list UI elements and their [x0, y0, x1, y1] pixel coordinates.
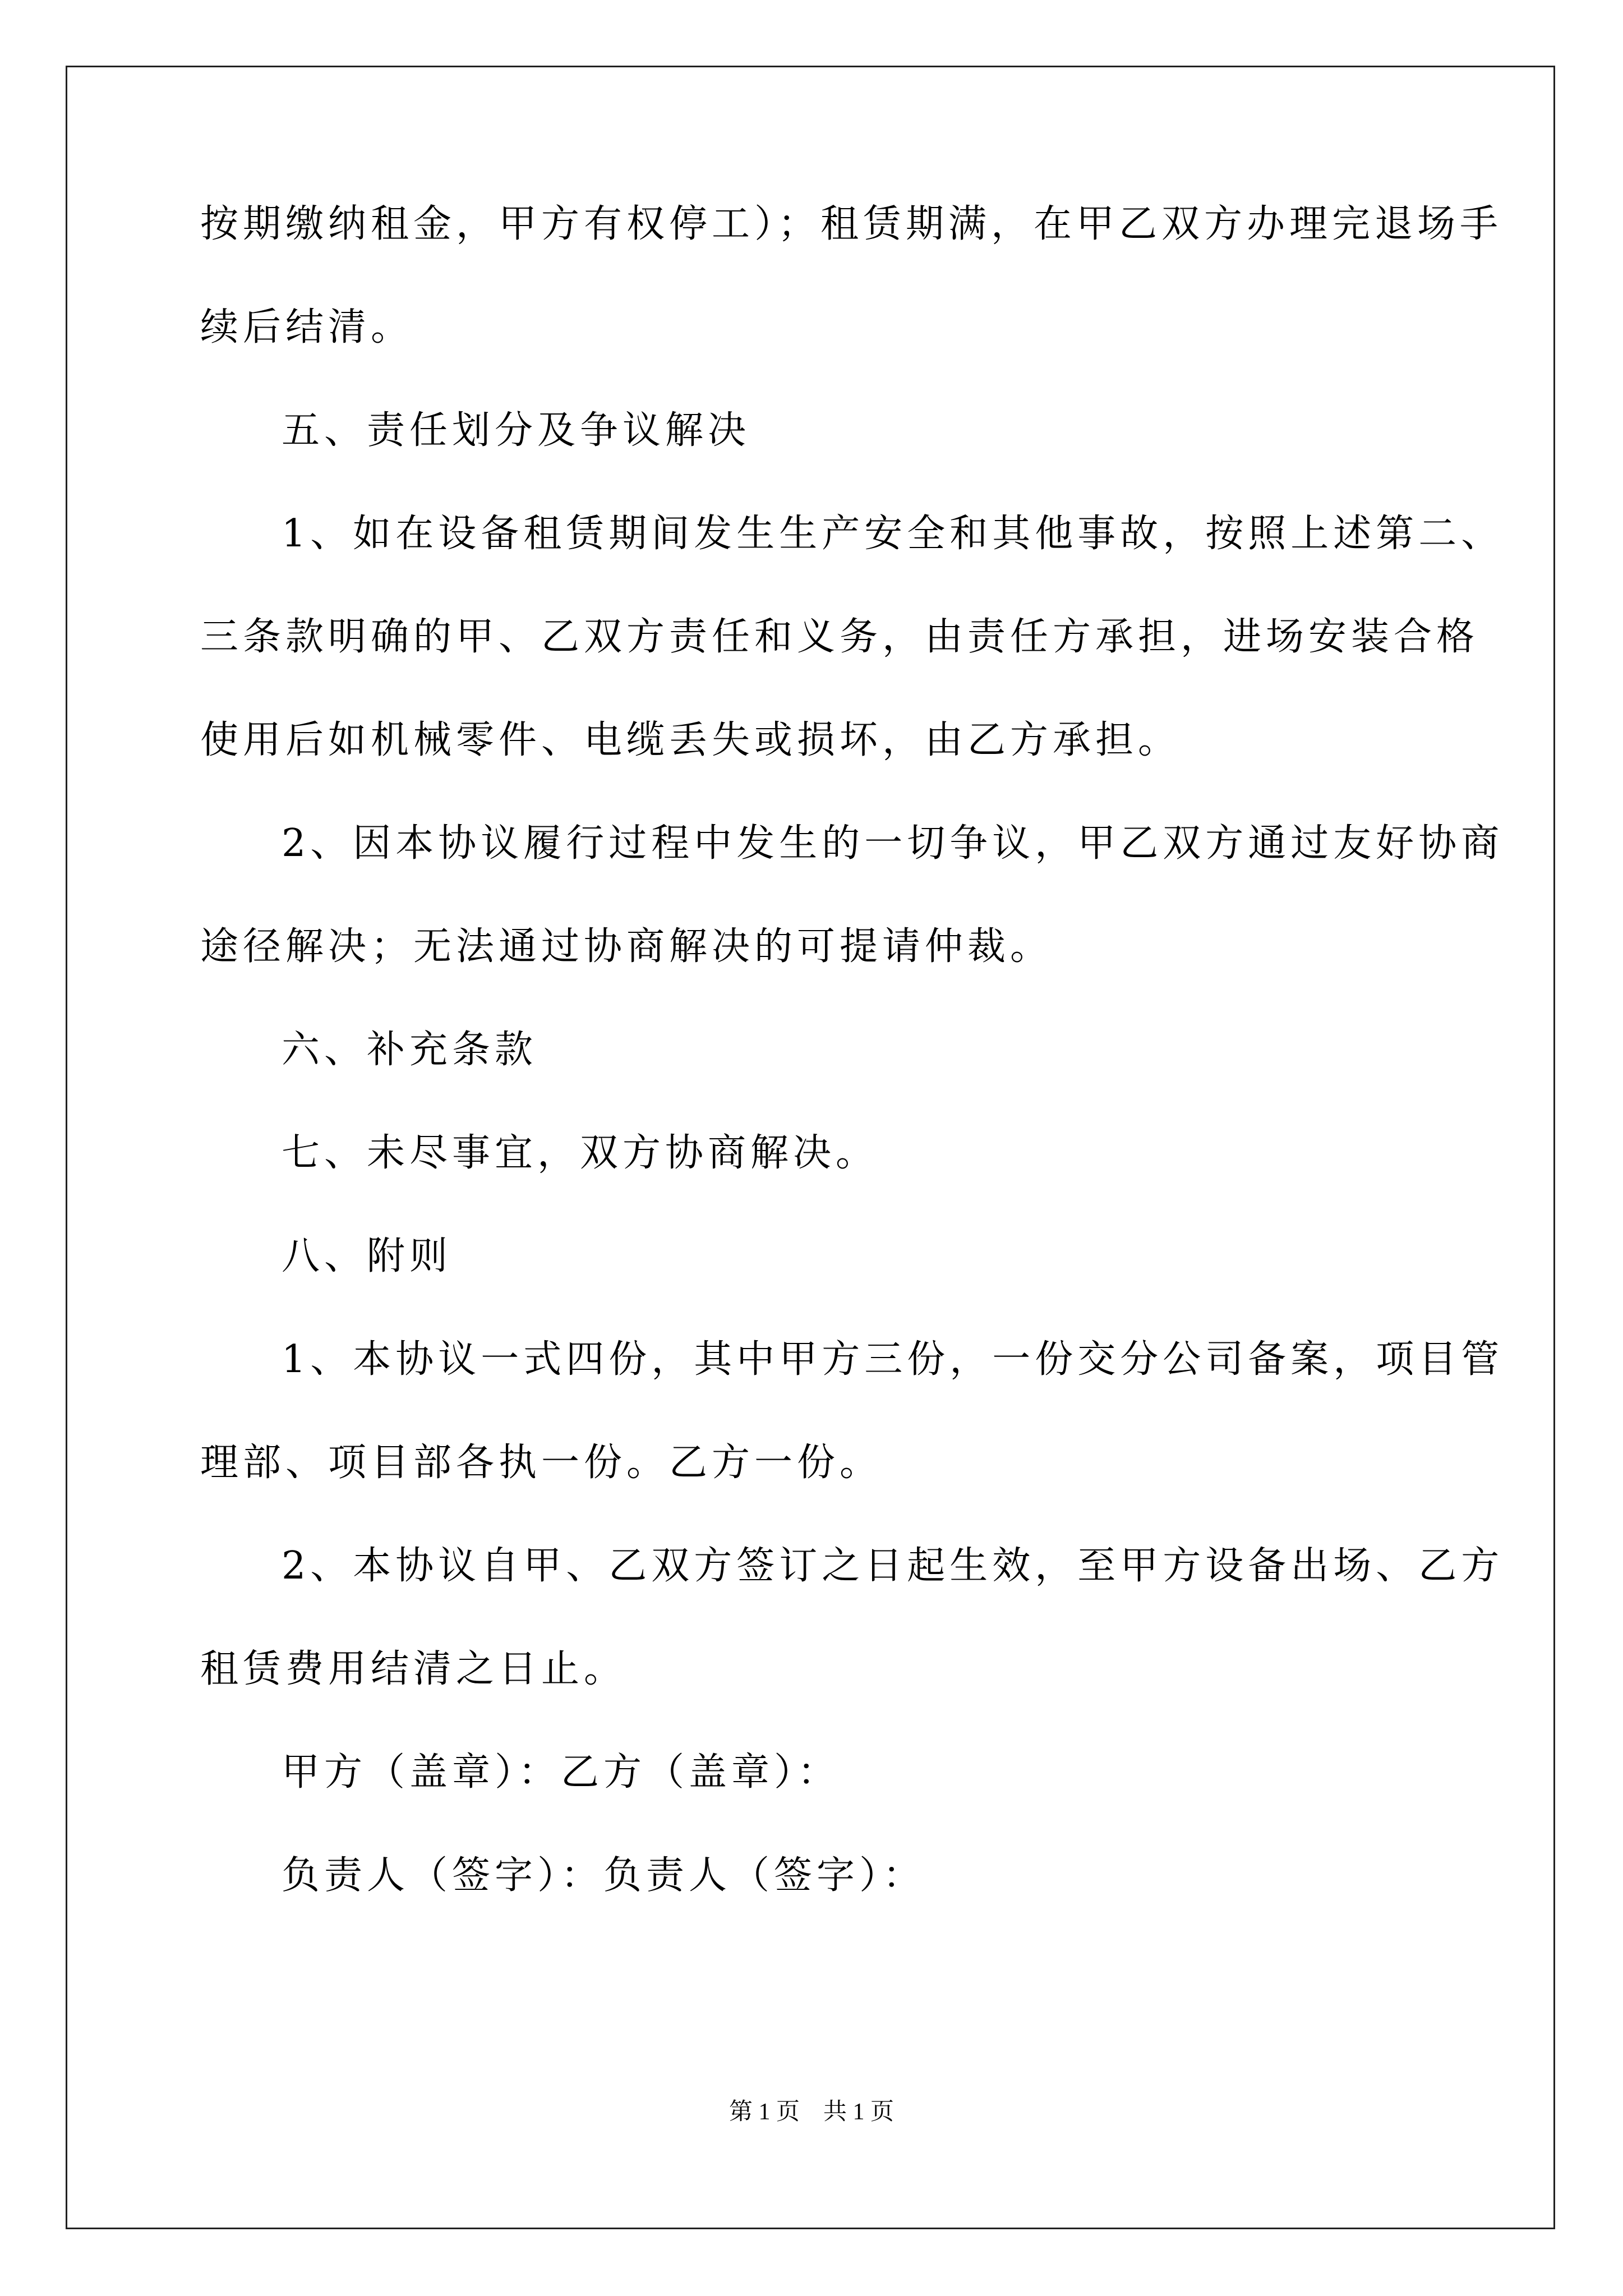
section-heading: 八、附则 — [282, 1234, 453, 1278]
text-line: 租赁费用结清之日止。 — [200, 1647, 627, 1691]
signature-line-seal: 甲方（盖章）：乙方（盖章）： — [282, 1750, 841, 1795]
section-heading: 六、补充条款 — [282, 1028, 538, 1072]
text-line: 使用后如机械零件、电缆丢失或损坏，由乙方承担。 — [200, 718, 1181, 762]
text-line: 三条款明确的甲、乙双方责任和义务，由责任方承担，进场安装合格 — [200, 615, 1479, 659]
text-line: 1、本协议一式四份，其中甲方三份，一份交分公司备案，项目管 — [282, 1337, 1504, 1382]
text-line: 2、因本协议履行过程中发生的一切争议，甲乙双方通过友好协商 — [282, 821, 1504, 866]
text-line: 按期缴纳租金，甲方有权停工）；租赁期满，在甲乙双方办理完退场手 — [200, 202, 1503, 246]
signature-line-signer: 负责人（签字）：负责人（签字）： — [282, 1853, 926, 1898]
section-heading: 五、责任划分及争议解决 — [282, 408, 751, 453]
page-number: 第 1 页 共 1 页 — [728, 2099, 894, 2125]
text-line: 1、如在设备租赁期间发生生产安全和其他事故，按照上述第二、 — [282, 512, 1504, 556]
text-line: 途径解决；无法通过协商解决的可提请仲裁。 — [200, 924, 1053, 969]
text-line: 续后结清。 — [200, 305, 414, 349]
text-line: 2、本协议自甲、乙双方签订之日起生效，至甲方设备出场、乙方 — [282, 1544, 1504, 1588]
section-heading: 七、未尽事宜，双方协商解决。 — [282, 1131, 879, 1175]
text-line: 理部、项目部各执一份。乙方一份。 — [200, 1441, 883, 1485]
